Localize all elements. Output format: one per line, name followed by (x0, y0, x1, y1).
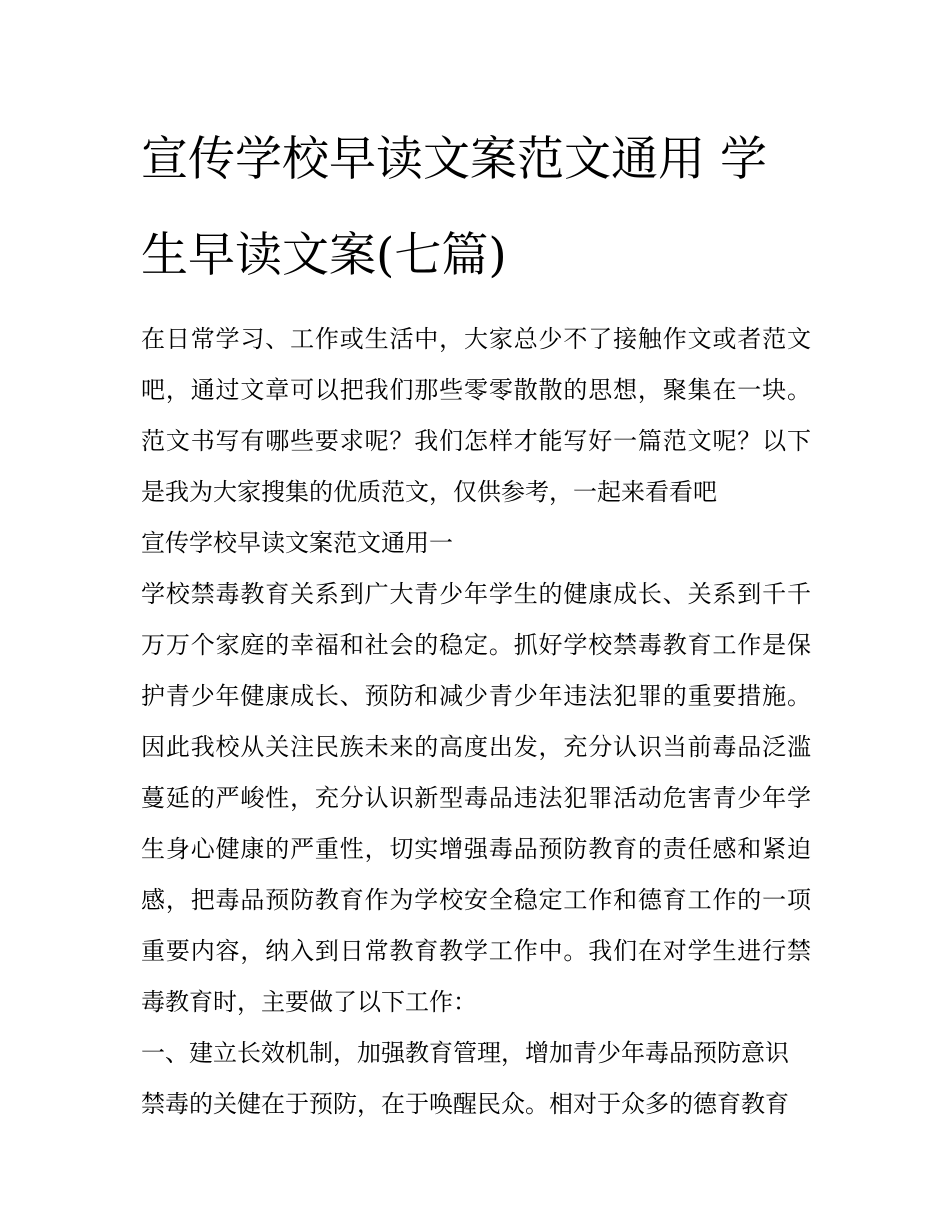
document-title: 宣传学校早读文案范文通用 学生早读文案(七篇) (141, 132, 767, 283)
intro-paragraph: 在日常学习、工作或生活中，大家总少不了接触作文或者范文吧，通过文章可以把我们那些零零散散的思想，聚集在一块。范文书写有哪些要求呢？我们怎样才能写好一篇范文呢？以下是我为大家搜集的优质范文，仅供参考，一起来看看吧 (141, 325, 811, 506)
section-heading: 宣传学校早读文案范文通用一 (141, 529, 453, 557)
body-paragraph: 学校禁毒教育关系到广大青少年学生的健康成长、关系到千千万万个家庭的幸福和社会的稳定。抓好学校禁毒教育工作是保护青少年健康成长、预防和减少青少年违法犯罪的重要措施。因此我校从关注民族未来的高度出发，充分认识当前毒品泛滥蔓延的严峻性，充分认识新型毒品违法犯罪活动危害青少年学生身心健康的严重性，切实增强毒品预防教育的责任感和紧迫感，把毒品预防教育作为学校安全稳定工作和德育工作的一项重要内容，纳入到日常教育教学工作中。我们在对学生进行禁毒教育时，主要做了以下工作： (141, 580, 811, 1016)
subsection-heading: 一、建立长效机制，加强教育管理，增加青少年毒品预防意识 (141, 1039, 789, 1067)
document-content (141, 112, 811, 1130)
body-paragraph: 禁毒的关健在于预防，在于唤醒民众。相对于众多的德育教育 (141, 1090, 789, 1118)
document-body (141, 314, 811, 1130)
